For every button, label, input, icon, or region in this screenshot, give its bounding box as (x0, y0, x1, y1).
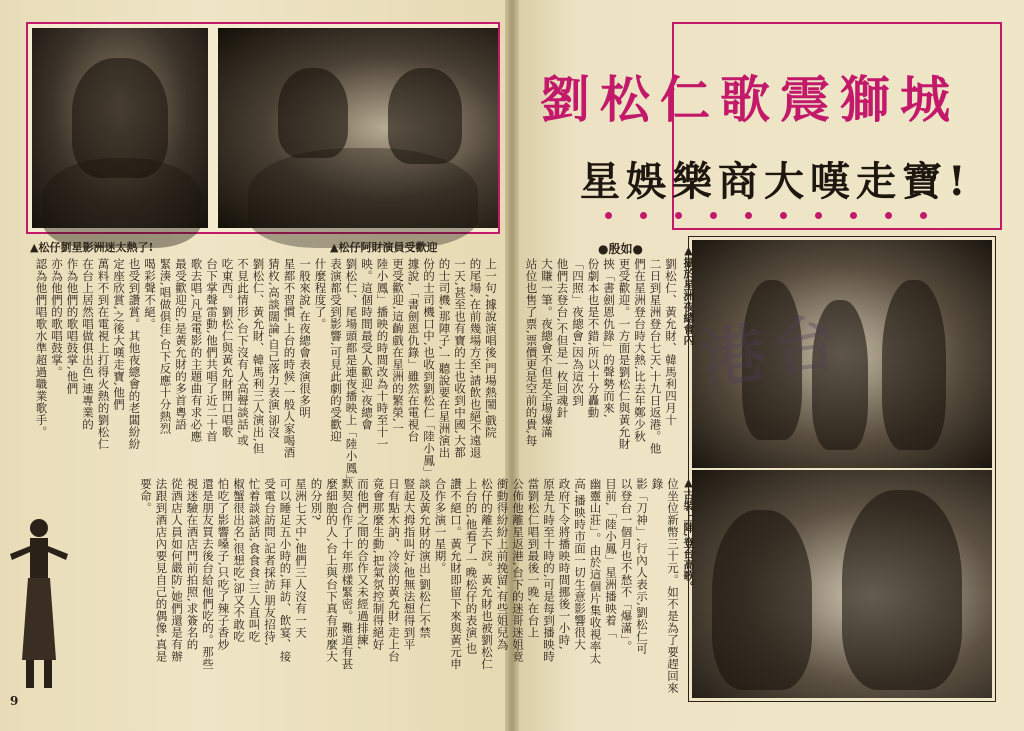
text-column: 他們去登台,不但是一枚回魂針 (555, 258, 570, 419)
text-column: 星洲七天中,他們三人沒有一天 (294, 478, 308, 639)
text-column: 劉松仁、尾場頭都是連夜播映上「陸小鳳」 (344, 258, 359, 486)
text-column: 的士司機,那陣子,一聽說要在星洲演出 (437, 258, 452, 459)
left-photo-frame (26, 22, 500, 234)
costume-photo (692, 470, 992, 698)
text-column: 表演都受到影響,可見此劇的受歡迎 (329, 258, 343, 443)
text-column: 椒蟹很出名,很想吃,卻又不敢吃 (232, 478, 246, 643)
text-column: 什麼程度了。 (313, 258, 328, 330)
text-column: 視迷驗在酒店門前拍照,求簽名的 (185, 478, 200, 651)
text-column: 猜枚,高談闊論,自己落力表演,卻沒 (267, 258, 281, 439)
text-column: 高,播映時市面一切生意影響很大 (573, 478, 587, 651)
text-column: 映。這個時間最受人歡迎,夜總會 (360, 258, 374, 431)
text-column: 最受歡迎的,是黃允財的多首粵語 (174, 258, 188, 431)
text-column: 一般來說,在夜總會表演很多明 (298, 258, 312, 419)
text-column: 讚不絕口。黃允財即留下來與黃元申 (449, 478, 463, 670)
text-column: 份的士司機口中,也收到劉松仁「陸小鳳」 (422, 258, 436, 479)
text-column: 定座欣賞,之後大嘆走寶,他們 (112, 258, 126, 411)
text-column: 公佈他離星返港,台下的迷哥迷姐竟 (511, 478, 525, 663)
text-column: 亦為他們的歌唱鼓掌。 (50, 258, 64, 378)
text-column: 上一句,據說演唱後,門場熱鬧,戲院 (484, 258, 498, 439)
portrait-photo (32, 28, 208, 228)
text-column: 陸小鳳」播映的時間改為十時至十一 (375, 258, 390, 450)
text-column: 而他們之間的合作又未經過排練, (356, 478, 370, 651)
text-column: 衝動得紛紛上前挽留,有些姐兒為 (495, 478, 510, 651)
text-column: 原是九時至十時的,可是每到播映時 (542, 478, 556, 663)
text-column: 二日到星洲登台七天,十九日返港。他 (648, 258, 663, 455)
right-article-lower (139, 478, 680, 696)
text-column: 歌去唱,凡是電影的主題曲有求必應 (189, 258, 204, 443)
text-column: 不見此情形,台下沒有人高聲談話,或 (236, 258, 250, 447)
text-column: 更受歡迎,這齣戲在星洲的繁榮,一 (391, 258, 405, 435)
text-column: 怕吃了影響嗓子,只吃了辣子香炒 (216, 478, 231, 651)
decorative-dots (605, 212, 927, 219)
text-column: 麼細胞的人,台上與台下真有那麼大 (325, 478, 339, 663)
costume-caption: ▲古裝上陣,登台高歌。 (682, 476, 695, 592)
text-column: 要命。 (139, 478, 153, 514)
text-column: 喝彩聲不絕。 (143, 258, 157, 330)
text-column: 作為他們的歌唱鼓掌,他們 (65, 258, 80, 395)
page-number: 9 (10, 694, 19, 708)
text-column: 日有點木訥、冷淡的黃允財,走上台 (387, 478, 401, 663)
text-column: 的分別? (309, 478, 324, 521)
text-column: 更受歡迎。一方面是劉松仁與黃允財 (617, 258, 632, 450)
text-column: 站位也售了票,票價更是空前的貴,每 (524, 258, 539, 447)
text-column: 談及黃允財的演出,劉松仁不禁 (418, 478, 432, 639)
text-column: 份劇本也是不錯,所以十分轟動 (586, 258, 601, 419)
text-column: 從酒店人員如何嚴防,她們還是有辦 (170, 478, 184, 663)
text-column: 們在星洲登台時大熱,比去年鄭少秋 (633, 258, 647, 443)
text-column: 豎起大拇指叫好,他無法想得到平 (402, 478, 417, 651)
text-column: 大賺一筆。夜總會不但是全場爆滿 (540, 258, 554, 438)
text-column: 台下掌聲雷動,他們共唱了近二十首 (205, 258, 219, 443)
text-column: 位坐位新幣三十元。如不是為了要趕回來錄 (650, 478, 680, 694)
text-column: 松仔的離去下淚。黃允財也被劉松仁 (480, 478, 494, 670)
text-column: 一天,甚至也有寶的士也收到中國,大都 (453, 258, 467, 459)
text-column: 政府下令將播映時間挪後一小時, (557, 478, 572, 651)
text-column: 影「刀神」,行內人表示,劉松仁可 (635, 478, 649, 655)
text-column: 挾「書劍恩仇錄」的聲勢而來, (602, 258, 616, 419)
dancer-illustration (6, 510, 72, 696)
text-column: 認為他們唱歌水準超過職業歌手。 (34, 258, 49, 438)
watermark: 港台 (696, 304, 850, 399)
text-column: 在台上居然唱做俱出色,連專業的 (81, 258, 95, 431)
text-column: 目前,「陸小鳳」星洲播映着「 (604, 478, 618, 639)
text-column: 當劉松仁唱到最後一晚,在台上 (526, 478, 541, 639)
text-column: 據說,「書劍恩仇錄」雖然在電視台 (406, 258, 421, 443)
text-column: 星都不習慣,上台的時候,一般人家喝酒 (282, 258, 297, 459)
subheadline: 星娛樂商大嘆走寶! (580, 158, 972, 205)
text-column: 萬料不到在電視上打得火熱的劉松仁 (96, 258, 111, 450)
nightclub-caption: ▲攝於星洲夜總會內 (682, 244, 695, 345)
text-column: 以登台一個月也不愁不「爆滿」。 (619, 478, 634, 653)
text-column: 也受到讚賞。其他夜總會的老闆紛紛 (127, 258, 142, 450)
left-photo-caption: ▲松仔劉星影洲迷太熱了! (30, 241, 154, 254)
stage-photo (218, 28, 498, 228)
text-column: 上台的,他看了一晚松仔的表演,也 (464, 478, 479, 655)
text-column: 「四照」夜總會,因為這次到 (571, 258, 585, 407)
text-column: 還是朋友買去後台給他們吃的。那些 (201, 478, 215, 670)
text-column: 劉松仁、黃允財、韓馬利四月十 (664, 258, 678, 426)
text-column: 法跟到酒店內要見自己的偶像,真是 (154, 478, 169, 663)
text-column: 幽靈山莊」。由於這個片集收視率太 (588, 478, 603, 665)
text-column: 劉松仁、黃允財、韓馬利三人演出,但 (251, 258, 266, 455)
text-column: 吃東西。劉松仁與黃允財開口唱歌 (220, 258, 235, 438)
stage-photo-caption: ▲松仔阿財演員受歡迎 (330, 241, 438, 254)
text-column: 受電台訪問,記者採訪,朋友招待, (263, 478, 277, 647)
text-column: 的尾場,在前幾場方至,請飲也絕不遠退 (468, 258, 483, 459)
headline: 劉松仁歌震獅城 (540, 70, 960, 129)
text-column: 竟會那麼生動,把氣氛控制得絕好 (371, 478, 386, 651)
text-column: 忙着談談話,食食食,三人直叫吃 (247, 478, 262, 643)
text-column: 默契合作了十年那樣緊密。難道有甚 (340, 478, 355, 670)
text-column: 可以睡足五小時的,拜訪、飲宴、接 (278, 478, 293, 663)
byline: ●殷如● (598, 242, 643, 256)
right-article-upper (524, 258, 678, 468)
text-column: 緊湊,唱做俱佳,台下反應十分熱烈 (158, 258, 173, 435)
text-column: 合作多演一星期。 (433, 478, 448, 574)
